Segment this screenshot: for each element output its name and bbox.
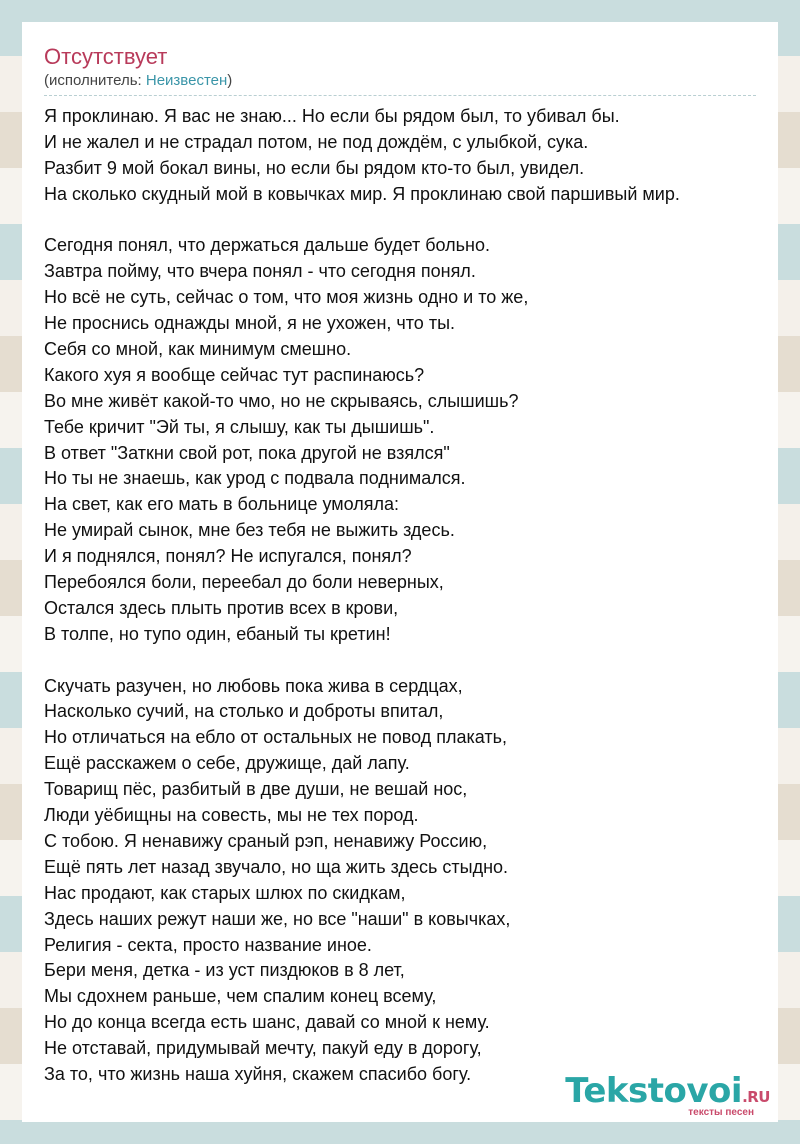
lyric-line: Здесь наших режут наши же, но все "наши" в ковычках, <box>44 908 511 929</box>
lyric-line: В толпе, но тупо один, ебаный ты кретин! <box>44 623 391 644</box>
logo-tld: .RU <box>742 1088 770 1106</box>
lyric-line: На сколько скудный мой в ковычках мир. Я проклинаю свой паршивый мир. <box>44 183 680 204</box>
stanza-gap <box>44 648 768 674</box>
lyric-line: Но всё не суть, сейчас о том, что моя жизнь одно и то же, <box>44 287 529 308</box>
lyrics-body <box>44 104 768 1088</box>
lyric-line: Но отличаться на ебло от остальных не повод плакать, <box>44 727 508 748</box>
lyric-line: Не умирай сынок, мне без тебя не выжить здесь. <box>44 520 455 541</box>
lyric-line: Люди уёбищны на совесть, мы не тех пород. <box>44 805 419 826</box>
lyric-line: За то, что жизнь наша хуйня, скажем спасибо богу. <box>44 1063 472 1084</box>
header-divider <box>44 95 756 96</box>
lyric-line: Насколько сучий, на столько и доброты впитал, <box>44 701 444 722</box>
song-title: Отсутствует <box>44 44 168 69</box>
lyric-line: И не жалел и не страдал потом, не под дождём, с улыбкой, сука. <box>44 131 589 152</box>
site-logo[interactable] <box>565 1071 770 1118</box>
lyric-line: Во мне живёт какой-то чмо, но не скрываясь, слышишь? <box>44 390 519 411</box>
logo-name: Tekstovoi <box>565 1071 743 1111</box>
song-subtitle <box>44 72 232 89</box>
lyric-line: Но до конца всегда есть шанс, давай со мной к нему. <box>44 1012 490 1033</box>
lyric-line: В ответ "Заткни свой рот, пока другой не взялся" <box>44 442 450 463</box>
lyric-line: Остался здесь плыть против всех в крови, <box>44 597 399 618</box>
lyric-line: Себя со мной, как минимум смешно. <box>44 339 352 360</box>
lyric-line: Бери меня, детка - из уст пиздюков в 8 лет, <box>44 960 405 981</box>
lyric-line: На свет, как его мать в больнице умоляла: <box>44 494 400 515</box>
subtitle-prefix: (исполнитель: <box>44 72 146 89</box>
lyric-line: Тебе кричит "Эй ты, я слышу, как ты дышишь". <box>44 416 435 437</box>
lyric-line: Нас продают, как старых шлюх по скидкам, <box>44 882 406 903</box>
lyric-line: Товарищ пёс, разбитый в две души, не вешай нос, <box>44 779 468 800</box>
lyric-line: Какого хуя я вообще сейчас тут распинаюсь? <box>44 364 425 385</box>
lyric-line: Перебоялся боли, переебал до боли неверных, <box>44 572 444 593</box>
stanza-gap <box>44 208 768 234</box>
lyric-line: Разбит 9 мой бокал вины, но если бы рядом кто-то был, увидел. <box>44 157 585 178</box>
lyric-line: Не проснись однажды мной, я не ухожен, что ты. <box>44 313 456 334</box>
lyric-line: Я проклинаю. Я вас не знаю... Но если бы рядом был, то убивал бы. <box>44 106 620 126</box>
lyric-line: Сегодня понял, что держаться дальше будет больно. <box>44 235 491 256</box>
lyric-line: Религия - секта, просто название иное. <box>44 934 372 955</box>
content-card <box>22 22 778 1122</box>
lyric-line: Ещё расскажем о себе, дружище, дай лапу. <box>44 753 410 774</box>
lyric-line: С тобою. Я ненавижу сраный рэп, ненавижу Россию, <box>44 830 488 851</box>
subtitle-suffix: ) <box>227 72 233 89</box>
artist-link[interactable]: Неизвестен <box>145 72 228 89</box>
lyric-line: Не отставай, придумывай мечту, пакуй еду в дорогу, <box>44 1038 482 1059</box>
logo-tagline: тексты песен <box>688 1107 754 1118</box>
lyric-line: Мы сдохнем раньше, чем спалим конец всему, <box>44 986 437 1007</box>
lyric-line: И я поднялся, понял? Не испугался, понял? <box>44 546 412 567</box>
lyric-line: Завтра пойму, что вчера понял - что сегодня понял. <box>44 261 476 282</box>
lyric-line: Скучать разучен, но любовь пока жива в сердцах, <box>44 675 463 696</box>
lyric-line: Ещё пять лет назад звучало, но ща жить здесь стыдно. <box>44 856 509 877</box>
lyric-line: Но ты не знаешь, как урод с подвала поднимался. <box>44 468 466 489</box>
